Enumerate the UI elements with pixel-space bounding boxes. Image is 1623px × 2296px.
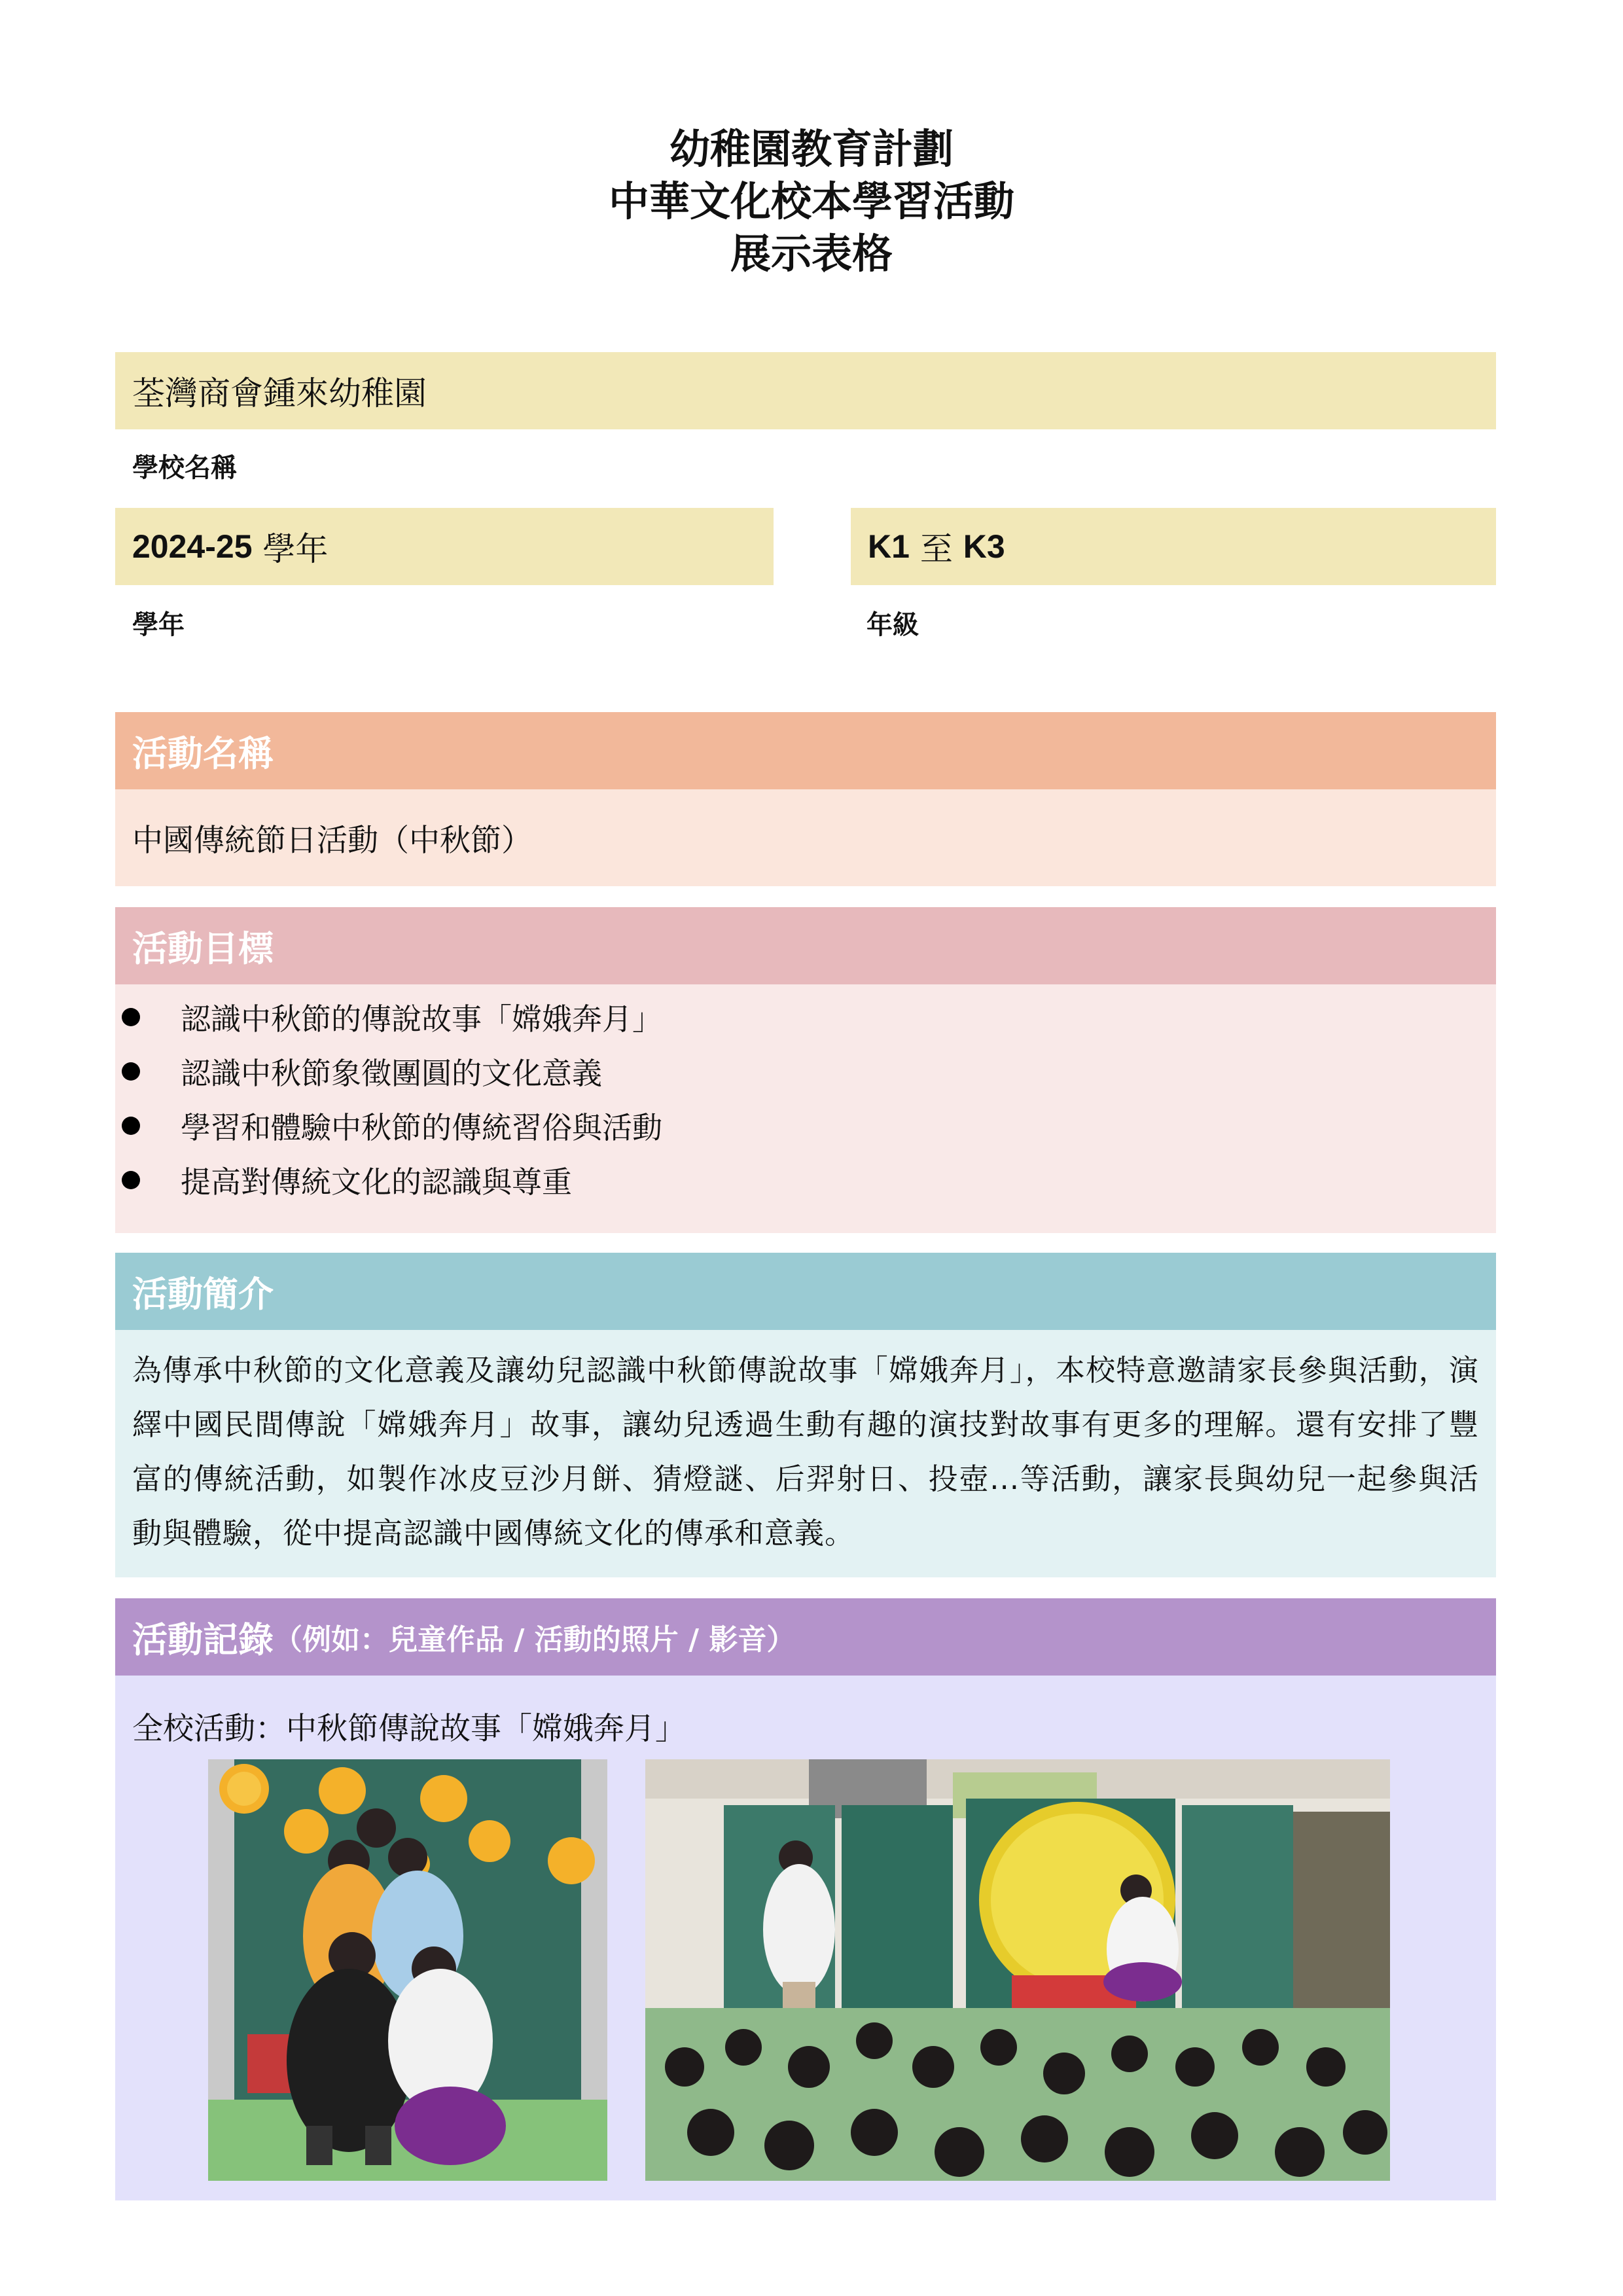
record-heading-text: 活動記錄 — [132, 1619, 274, 1660]
objective-item — [115, 1044, 1496, 1098]
school-year-label: 學年 — [132, 610, 185, 640]
objective-item — [115, 990, 1496, 1044]
document-title — [0, 123, 1623, 280]
objective-text: 提高對傳統文化的認識與尊重 — [181, 1164, 572, 1200]
title-line-2: 中華文化校本學習活動 — [608, 177, 1014, 225]
objectives-heading — [115, 907, 1496, 984]
activity-name-heading — [115, 712, 1496, 789]
objective-text: 認識中秋節象徵團圓的文化意義 — [181, 1055, 602, 1091]
grade-label: 年級 — [866, 610, 919, 640]
bullet-dot-icon — [122, 1117, 140, 1135]
objective-item — [115, 1098, 1496, 1153]
grade-from: K1 — [868, 528, 910, 565]
intro-heading — [115, 1253, 1496, 1330]
photo-parents-costumes — [208, 1759, 607, 2181]
objectives-heading-text: 活動目標 — [132, 927, 274, 969]
activity-name-value: 中國傳統節日活動（中秋節） — [132, 822, 532, 859]
activity-name-body[interactable] — [115, 789, 1496, 886]
grade-field[interactable] — [851, 508, 1496, 585]
bullet-dot-icon — [122, 1171, 140, 1189]
title-line-3: 展示表格 — [730, 230, 893, 278]
school-year-field[interactable] — [115, 508, 774, 585]
objective-text: 學習和體驗中秋節的傳統習俗與活動 — [181, 1109, 662, 1145]
objectives-list — [115, 990, 1496, 1207]
bullet-dot-icon — [122, 1008, 140, 1026]
school-year-number: 2024-25 — [132, 528, 253, 565]
objective-item — [115, 1153, 1496, 1207]
school-name-value: 荃灣商會鍾來幼稚園 — [132, 374, 427, 412]
objective-text: 認識中秋節的傳說故事「嫦娥奔月」 — [181, 1001, 662, 1037]
school-name-field[interactable] — [115, 352, 1496, 429]
grade-connector: 至 — [909, 530, 963, 568]
record-heading — [115, 1598, 1496, 1676]
intro-heading-text: 活動簡介 — [132, 1273, 274, 1315]
photo-parents-costumes-image — [208, 1759, 607, 2181]
intro-text: 為傳承中秋節的文化意義及讓幼兒認識中秋節傳說故事「嫦娥奔月」，本校特意邀請家長參與活動，演繹中國民間傳說「嫦娥奔月」故事，讓幼兒透過生動有趣的演技對故事有更多的理解。還有安排了豐富的傳統活動，如製作冰皮豆沙月餅、猜燈謎、后羿射日、投壺...等活動，讓家長與幼兒一起參與活動與體驗，從中提高認識中國傳統文化的傳承和意義。 — [132, 1353, 1479, 1551]
activity-name-heading-text: 活動名稱 — [132, 732, 274, 774]
title-line-1: 幼稚園教育計劃 — [669, 125, 954, 173]
school-year-suffix: 學年 — [252, 530, 329, 568]
photo-chang-e-performance — [645, 1759, 1390, 2181]
photo-chang-e-performance-image — [645, 1759, 1390, 2181]
bullet-dot-icon — [122, 1062, 140, 1081]
intro-body — [115, 1330, 1496, 1577]
record-heading-note: （例如：兒童作品 / 活動的照片 / 影音） — [274, 1623, 796, 1657]
school-name-label: 學校名稱 — [132, 453, 237, 483]
grade-to: K3 — [963, 528, 1005, 565]
objectives-body — [115, 984, 1496, 1233]
record-caption: 全校活動：中秋節傳說故事「嫦娥奔月」 — [132, 1711, 686, 1747]
